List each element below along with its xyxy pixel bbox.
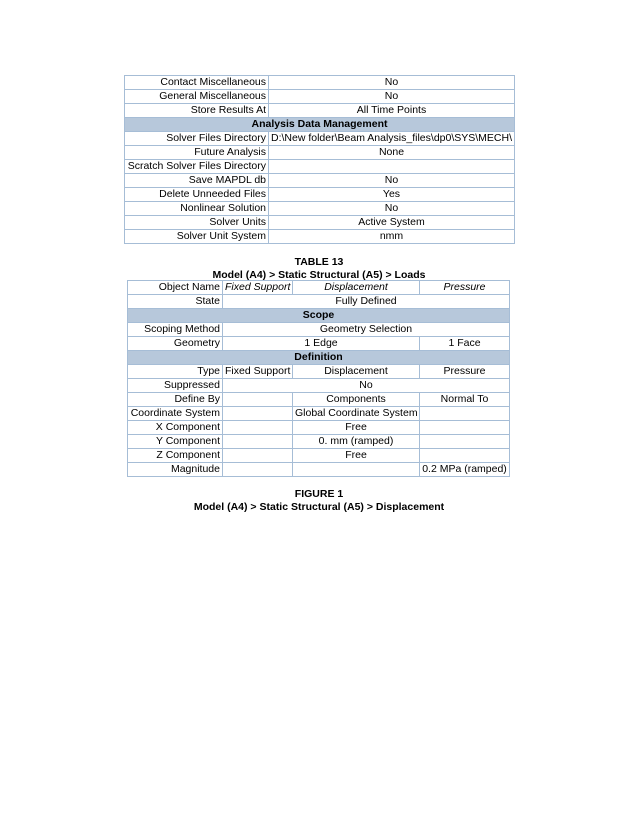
header-cell: Displacement	[293, 281, 420, 295]
row-label: Scoping Method	[128, 323, 223, 337]
section-header: Analysis Data Management	[125, 118, 515, 132]
row-value: All Time Points	[269, 104, 515, 118]
section-header: Definition	[128, 351, 510, 365]
table-row	[125, 90, 515, 104]
section-header-row	[125, 118, 515, 132]
figure-title: Model (A4) > Static Structural (A5) > Displacement	[193, 501, 445, 513]
empty-cell	[223, 435, 293, 449]
row-value: Displacement	[293, 365, 420, 379]
table-row	[128, 449, 510, 463]
row-value	[269, 160, 515, 174]
row-label: X Component	[128, 421, 223, 435]
table-row	[128, 295, 510, 309]
table-row	[128, 435, 510, 449]
table-number: TABLE 13	[294, 256, 344, 268]
section-header: Scope	[128, 309, 510, 323]
row-label: Delete Unneeded Files	[125, 188, 269, 202]
figure-caption	[0, 488, 638, 514]
table-row	[125, 188, 515, 202]
empty-cell	[223, 407, 293, 421]
section-header-row	[128, 309, 510, 323]
row-label: Z Component	[128, 449, 223, 463]
row-value: D:\New folder\Beam Analysis_files\dp0\SYS\MECH\	[269, 132, 515, 146]
row-value: None	[269, 146, 515, 160]
empty-cell	[223, 463, 293, 477]
row-value: Pressure	[420, 365, 510, 379]
empty-cell	[420, 435, 510, 449]
table-row	[125, 230, 515, 244]
table-row	[125, 160, 515, 174]
row-label: Scratch Solver Files Directory	[125, 160, 269, 174]
row-label: General Miscellaneous	[125, 90, 269, 104]
row-label: Type	[128, 365, 223, 379]
table-row	[128, 323, 510, 337]
row-label: Define By	[128, 393, 223, 407]
row-value: Active System	[269, 216, 515, 230]
row-value: No	[269, 76, 515, 90]
row-value: No	[223, 379, 510, 393]
row-value: 1 Face	[420, 337, 510, 351]
loads-table	[127, 280, 510, 477]
row-label: Y Component	[128, 435, 223, 449]
table-row	[128, 421, 510, 435]
row-value: Free	[293, 421, 420, 435]
table-row	[128, 463, 510, 477]
table-caption	[0, 256, 638, 282]
row-label: Store Results At	[125, 104, 269, 118]
row-value: 0. mm (ramped)	[293, 435, 420, 449]
row-label: Magnitude	[128, 463, 223, 477]
row-value: nmm	[269, 230, 515, 244]
row-value: Fully Defined	[223, 295, 510, 309]
header-cell: Pressure	[420, 281, 510, 295]
row-value: No	[269, 202, 515, 216]
empty-cell	[223, 393, 293, 407]
table-row	[128, 337, 510, 351]
row-value: Components	[293, 393, 420, 407]
row-label: Coordinate System	[128, 407, 223, 421]
table-row	[125, 104, 515, 118]
row-label: Solver Unit System	[125, 230, 269, 244]
empty-cell	[223, 421, 293, 435]
row-label: Suppressed	[128, 379, 223, 393]
row-label: Future Analysis	[125, 146, 269, 160]
row-value: Fixed Support	[223, 365, 293, 379]
table-row	[125, 216, 515, 230]
empty-cell	[420, 407, 510, 421]
row-value: No	[269, 90, 515, 104]
row-value: 1 Edge	[223, 337, 420, 351]
table-row	[125, 146, 515, 160]
row-value: Yes	[269, 188, 515, 202]
row-label: State	[128, 295, 223, 309]
header-label: Object Name	[128, 281, 223, 295]
row-value: 0.2 MPa (ramped)	[420, 463, 510, 477]
row-label: Solver Files Directory	[125, 132, 269, 146]
table-row	[128, 379, 510, 393]
empty-cell	[223, 449, 293, 463]
row-value: Global Coordinate System	[293, 407, 420, 421]
table-row	[128, 407, 510, 421]
row-label: Contact Miscellaneous	[125, 76, 269, 90]
row-label: Solver Units	[125, 216, 269, 230]
table-row	[125, 132, 515, 146]
table-row	[128, 365, 510, 379]
table-row	[125, 202, 515, 216]
figure-number: FIGURE 1	[294, 488, 344, 500]
table-header-row	[128, 281, 510, 295]
header-cell: Fixed Support	[223, 281, 293, 295]
table-row	[125, 174, 515, 188]
row-value: Geometry Selection	[223, 323, 510, 337]
empty-cell	[293, 463, 420, 477]
row-label: Nonlinear Solution	[125, 202, 269, 216]
row-value: Normal To	[420, 393, 510, 407]
row-value: No	[269, 174, 515, 188]
row-label: Save MAPDL db	[125, 174, 269, 188]
table-row	[125, 76, 515, 90]
table-title: Model (A4) > Static Structural (A5) > Loads	[212, 269, 426, 281]
table-row	[128, 393, 510, 407]
row-value: Free	[293, 449, 420, 463]
empty-cell	[420, 421, 510, 435]
analysis-settings-table	[124, 75, 515, 244]
section-header-row	[128, 351, 510, 365]
empty-cell	[420, 449, 510, 463]
row-label: Geometry	[128, 337, 223, 351]
